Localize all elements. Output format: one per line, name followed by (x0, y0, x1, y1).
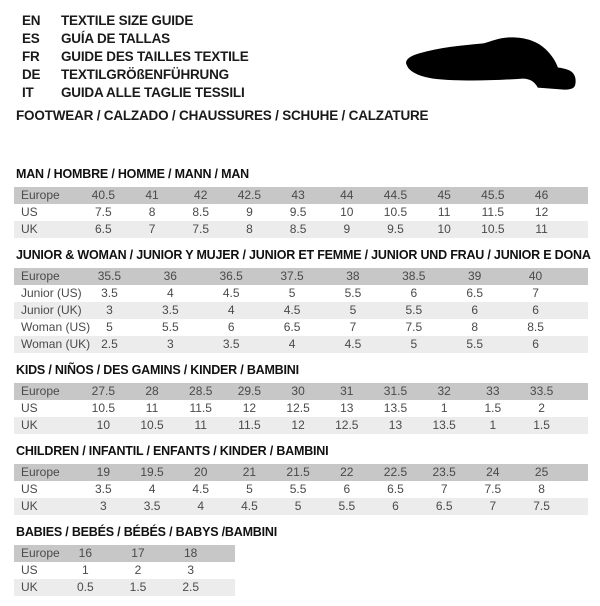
size-value-cell: 5 (246, 482, 253, 496)
size-value-cell: 4 (166, 286, 174, 300)
size-value-cell: 6.5 (95, 222, 112, 236)
spacer-cell (566, 383, 588, 400)
category-line: FOOTWEAR / CALZADO / CHAUSSURES / SCHUHE / CALZATURE (16, 108, 429, 123)
spacer-cell (566, 285, 588, 302)
size-value-cell: 28 (145, 384, 159, 398)
size-value-cell: 3 (166, 337, 174, 351)
size-table (14, 464, 588, 515)
spacer-cell (566, 481, 588, 498)
size-value-cell: 11 (535, 222, 548, 236)
size-value-cell: 5 (294, 499, 302, 513)
size-value-cell: 5.5 (344, 286, 362, 300)
row-label-cell: Europe (21, 465, 60, 479)
language-row (22, 12, 249, 30)
size-value-cell: 45 (437, 188, 451, 202)
size-value-cell: 11.5 (481, 205, 505, 219)
size-value-cell: 6 (471, 303, 479, 317)
size-section (14, 363, 588, 434)
section-title: BABIES / BEBÉS / BÉBÉS / BABYS /BAMBINI (16, 525, 277, 539)
size-value-cell: 28.5 (189, 384, 213, 398)
size-table (14, 268, 588, 353)
spacer-cell (566, 302, 588, 319)
size-value-cell: 9.5 (289, 205, 307, 219)
size-value-cell: 7 (148, 222, 156, 236)
size-table (14, 383, 588, 434)
spacer-cell (217, 579, 235, 596)
size-value-cell: 3.5 (143, 499, 161, 513)
size-value-cell: 7.5 (533, 499, 550, 513)
size-value-cell: 22 (340, 465, 354, 479)
size-value-cell: 5.5 (466, 337, 484, 351)
size-value-cell: 46 (534, 188, 549, 202)
row-label-cell: Woman (UK) (21, 337, 91, 351)
language-title: TEXTILE SIZE GUIDE (61, 13, 194, 28)
size-value-cell: 44 (340, 188, 354, 202)
size-value-cell: 6 (227, 320, 235, 334)
table-row (14, 417, 588, 434)
size-value-cell: 6 (532, 303, 539, 317)
size-value-cell: 5.5 (405, 303, 423, 317)
size-value-cell: 32 (437, 384, 451, 398)
size-value-cell: 10 (437, 222, 451, 236)
size-value-cell: 8.5 (289, 222, 307, 236)
dress-shoe-icon (403, 37, 581, 93)
size-table (14, 187, 588, 238)
size-value-cell: 3.5 (161, 303, 179, 317)
size-value-cell: 5.5 (289, 482, 307, 496)
size-value-cell: 6 (532, 337, 539, 351)
row-label-cell: Europe (21, 269, 60, 283)
size-value-cell: 6 (392, 499, 399, 513)
table-row (14, 481, 588, 498)
language-header (22, 12, 249, 102)
row-label-cell: US (21, 205, 38, 219)
row-label-cell: UK (21, 499, 38, 513)
spacer-cell (217, 545, 235, 562)
size-value-cell: 7.5 (484, 482, 502, 496)
row-label-cell: Woman (US) (21, 320, 91, 334)
row-label-cell: Junior (US) (21, 286, 82, 300)
size-value-cell: 4 (227, 303, 235, 317)
section-title: JUNIOR & WOMAN / JUNIOR Y MUJER / JUNIOR ET FEMME / JUNIOR UND FRAU / JUNIOR E DONA (16, 248, 591, 262)
language-code: FR (22, 49, 40, 64)
size-value-cell: 10.5 (481, 222, 505, 236)
size-value-cell: 7 (349, 320, 357, 334)
language-code: ES (22, 31, 40, 46)
size-value-cell: 7.5 (405, 320, 423, 334)
table-row (14, 383, 588, 400)
table-row (14, 268, 588, 285)
size-value-cell: 4.5 (283, 303, 301, 317)
size-value-cell: 23.5 (432, 465, 456, 479)
spacer-cell (566, 498, 588, 515)
spacer-cell (566, 417, 588, 434)
size-value-cell: 42 (194, 188, 208, 202)
language-code: DE (22, 67, 41, 82)
size-value-cell: 7 (489, 499, 497, 513)
size-value-cell: 9 (246, 205, 253, 219)
spacer-cell (566, 268, 588, 285)
size-value-cell: 36.5 (219, 269, 243, 283)
size-value-cell: 27.5 (91, 384, 116, 398)
table-row (14, 187, 588, 204)
size-value-cell: 3 (100, 499, 107, 513)
size-value-cell: 38 (346, 269, 360, 283)
row-label-cell: US (21, 563, 38, 577)
language-title: TEXTILGRÖßENFÜHRUNG (61, 67, 229, 82)
size-section (14, 444, 588, 515)
table-row (14, 302, 588, 319)
size-table (14, 545, 235, 596)
section-title: KIDS / NIÑOS / DES GAMINS / KINDER / BAMBINI (16, 363, 299, 377)
row-label-cell: UK (21, 418, 38, 432)
size-value-cell: 44.5 (383, 188, 408, 202)
size-value-cell: 10.5 (91, 401, 116, 415)
size-value-cell: 11.5 (238, 418, 261, 432)
size-value-cell: 9 (343, 222, 351, 236)
size-value-cell: 5 (288, 286, 296, 300)
table-row (14, 464, 588, 481)
spacer-cell (566, 464, 588, 481)
size-value-cell: 8 (471, 320, 479, 334)
table-row (14, 400, 588, 417)
size-value-cell: 40 (528, 269, 543, 283)
row-label-cell: Junior (UK) (21, 303, 82, 317)
language-row (22, 84, 249, 102)
size-value-cell: 13.5 (432, 418, 456, 432)
size-value-cell: 35.5 (97, 269, 122, 283)
table-row (14, 562, 235, 579)
size-value-cell: 2.5 (101, 337, 118, 351)
size-value-cell: 36 (163, 269, 177, 283)
size-value-cell: 2 (538, 401, 545, 415)
size-value-cell: 3 (106, 303, 113, 317)
row-label-cell: US (21, 482, 38, 496)
language-title: GUIDE DES TAILLES TEXTILE (61, 49, 249, 64)
size-value-cell: 7.5 (192, 222, 210, 236)
size-value-cell: 12.5 (286, 401, 310, 415)
row-label-cell: Europe (21, 188, 60, 202)
size-value-cell: 5 (349, 303, 357, 317)
table-row (14, 579, 235, 596)
size-value-cell: 4.5 (222, 286, 240, 300)
size-value-cell: 7.5 (95, 205, 112, 219)
size-value-cell: 13 (388, 418, 403, 432)
size-value-cell: 8 (246, 222, 253, 236)
size-value-cell: 45.5 (481, 188, 505, 202)
size-value-cell: 22.5 (383, 465, 408, 479)
size-value-cell: 8 (538, 482, 545, 496)
spacer-cell (566, 319, 588, 336)
size-value-cell: 11.5 (189, 401, 212, 415)
size-value-cell: 31.5 (383, 384, 408, 398)
table-row (14, 498, 588, 515)
language-row (22, 66, 249, 84)
size-value-cell: 1.5 (484, 401, 502, 415)
size-value-cell: 4.5 (241, 499, 258, 513)
row-label-cell: US (21, 401, 38, 415)
size-value-cell: 39 (468, 269, 482, 283)
size-value-cell: 29.5 (237, 384, 262, 398)
size-value-cell: 1.5 (533, 418, 550, 432)
size-value-cell: 40.5 (91, 188, 116, 202)
spacer-cell (566, 221, 588, 238)
language-code: EN (22, 13, 41, 28)
size-value-cell: 13 (340, 401, 354, 415)
size-value-cell: 11 (194, 418, 207, 432)
size-value-cell: 42.5 (237, 188, 262, 202)
size-value-cell: 12 (534, 205, 549, 219)
spacer-cell (566, 336, 588, 353)
size-value-cell: 7 (440, 482, 448, 496)
spacer-cell (566, 204, 588, 221)
size-value-cell: 6.5 (435, 499, 453, 513)
size-value-cell: 1 (489, 418, 497, 432)
size-value-cell: 19.5 (140, 465, 164, 479)
size-value-cell: 37.5 (280, 269, 304, 283)
size-tables (14, 167, 591, 606)
size-value-cell: 3.5 (222, 337, 240, 351)
table-row (14, 319, 588, 336)
size-value-cell: 4.5 (192, 482, 210, 496)
size-value-cell: 33 (486, 384, 500, 398)
row-label-cell: UK (21, 222, 38, 236)
size-value-cell: 8.5 (192, 205, 210, 219)
size-value-cell: 5 (106, 320, 113, 334)
size-value-cell: 10 (96, 418, 111, 432)
language-title: GUÍA DE TALLAS (61, 31, 170, 46)
size-value-cell: 6.5 (466, 286, 484, 300)
size-value-cell: 3 (187, 563, 194, 577)
table-row (14, 221, 588, 238)
size-value-cell: 41 (145, 188, 159, 202)
spacer-cell (217, 562, 235, 579)
size-value-cell: 3.5 (101, 286, 118, 300)
language-row (22, 48, 249, 66)
size-value-cell: 2.5 (182, 580, 199, 594)
size-section (14, 525, 588, 596)
size-value-cell: 17 (131, 546, 145, 560)
size-value-cell: 11 (437, 205, 451, 219)
size-value-cell: 2 (134, 563, 142, 577)
spacer-cell (566, 187, 588, 204)
row-label-cell: UK (21, 580, 38, 594)
size-value-cell: 10 (340, 205, 354, 219)
size-section (14, 167, 588, 238)
size-value-cell: 13.5 (383, 401, 408, 415)
size-value-cell: 1.5 (129, 580, 147, 594)
size-value-cell: 4.5 (344, 337, 362, 351)
table-row (14, 285, 588, 302)
size-value-cell: 1 (81, 563, 89, 577)
size-value-cell: 4 (288, 337, 296, 351)
size-value-cell: 4 (197, 499, 205, 513)
spacer-cell (566, 400, 588, 417)
size-value-cell: 43 (291, 188, 305, 202)
size-value-cell: 5.5 (338, 499, 356, 513)
row-label-cell: Europe (21, 546, 60, 560)
row-label-cell: Europe (21, 384, 60, 398)
size-value-cell: 33.5 (529, 384, 554, 398)
size-value-cell: 8 (148, 205, 156, 219)
size-value-cell: 12 (242, 401, 257, 415)
size-value-cell: 12.5 (335, 418, 359, 432)
language-code: IT (22, 85, 34, 100)
size-value-cell: 5 (410, 337, 418, 351)
table-row (14, 204, 588, 221)
section-title: CHILDREN / INFANTIL / ENFANTS / KINDER / BAMBINI (16, 444, 329, 458)
size-value-cell: 19 (96, 465, 111, 479)
size-value-cell: 9.5 (387, 222, 404, 236)
size-value-cell: 30 (291, 384, 305, 398)
size-value-cell: 10.5 (140, 418, 164, 432)
size-value-cell: 6 (343, 482, 351, 496)
size-value-cell: 16 (78, 546, 92, 560)
size-value-cell: 0.5 (76, 580, 94, 594)
size-value-cell: 18 (183, 546, 198, 560)
language-title: GUIDA ALLE TAGLIE TESSILI (61, 85, 245, 100)
size-value-cell: 24 (486, 465, 500, 479)
size-value-cell: 6.5 (283, 320, 301, 334)
size-value-cell: 7 (532, 286, 539, 300)
size-value-cell: 4 (148, 482, 156, 496)
size-value-cell: 3.5 (95, 482, 112, 496)
size-value-cell: 21 (242, 465, 257, 479)
language-row (22, 30, 249, 48)
size-value-cell: 38.5 (402, 269, 426, 283)
size-section (14, 248, 591, 353)
size-value-cell: 8.5 (527, 320, 544, 334)
size-value-cell: 6 (410, 286, 418, 300)
size-value-cell: 31 (340, 384, 354, 398)
section-title: MAN / HOMBRE / HOMME / MANN / MAN (16, 167, 249, 181)
size-value-cell: 12 (291, 418, 305, 432)
size-value-cell: 25 (534, 465, 549, 479)
size-value-cell: 6.5 (387, 482, 404, 496)
size-value-cell: 10.5 (383, 205, 408, 219)
size-value-cell: 20 (194, 465, 208, 479)
table-row (14, 336, 588, 353)
size-value-cell: 11 (145, 401, 159, 415)
size-value-cell: 5.5 (161, 320, 179, 334)
table-row (14, 545, 235, 562)
size-value-cell: 21.5 (286, 465, 310, 479)
size-value-cell: 1 (440, 401, 448, 415)
